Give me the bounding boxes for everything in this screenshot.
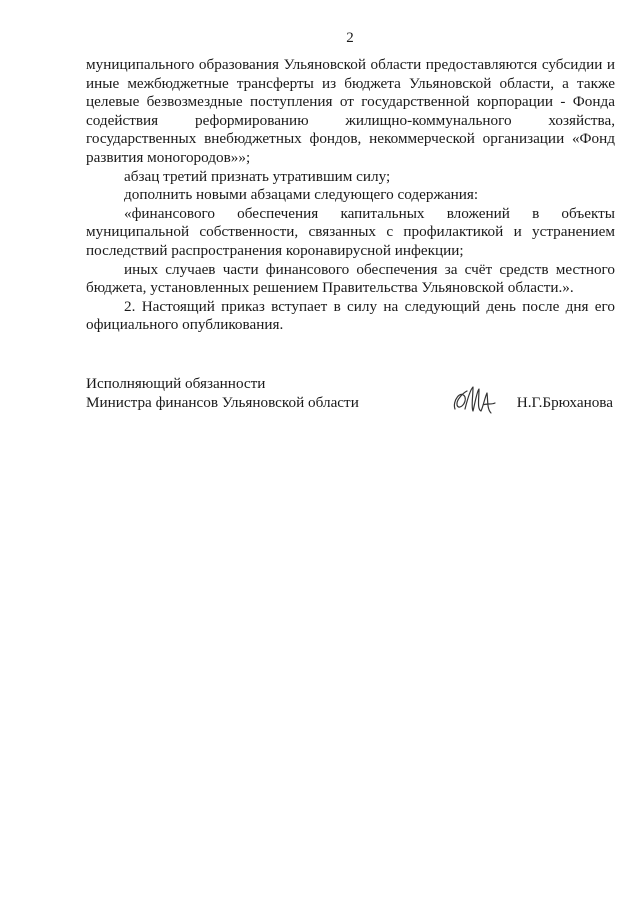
paragraph-new-capital-investments: «финансового обеспечения капитальных вложений в объекты муниципальной собственности, связанных с профилактикой и устранением последствий распространения коронавирусной инфекции; — [86, 204, 615, 259]
handwritten-signature — [449, 383, 497, 417]
signer-title-line2: Министра финансов Ульяновской области — [86, 393, 359, 411]
signer-title-line1: Исполняющий обязанности — [86, 375, 266, 392]
signature-block — [86, 375, 615, 412]
paragraph-continuation: муниципального образования Ульяновской области предоставляются субсидии и иные межбюджетные трансферты из бюджета Ульяновской области, а также целевые безвозмездные поступления от государственной корпорации - Фонда содействия реформированию жилищно-коммунального хозяйства, государственных внебюджетных фондов, некоммерческой организации «Фонд развития моногородов»»; — [86, 56, 615, 166]
paragraph-amend-intro: дополнить новыми абзацами следующего содержания: — [124, 186, 479, 204]
signer-name: Н.Г.Брюханова — [516, 393, 613, 411]
paragraph-new-other-cases: иных случаев части финансового обеспечения за счёт средств местного бюджета, установленных решением Правительства Ульяновской области.». — [86, 260, 615, 297]
page-number: 2 — [346, 30, 354, 46]
paragraph-repeal: абзац третий признать утратившим силу; — [124, 167, 391, 185]
document-body — [86, 56, 615, 335]
paragraph-entry-into-force: 2. Настоящий приказ вступает в силу на следующий день после дня его официального опубликования. — [86, 297, 615, 334]
